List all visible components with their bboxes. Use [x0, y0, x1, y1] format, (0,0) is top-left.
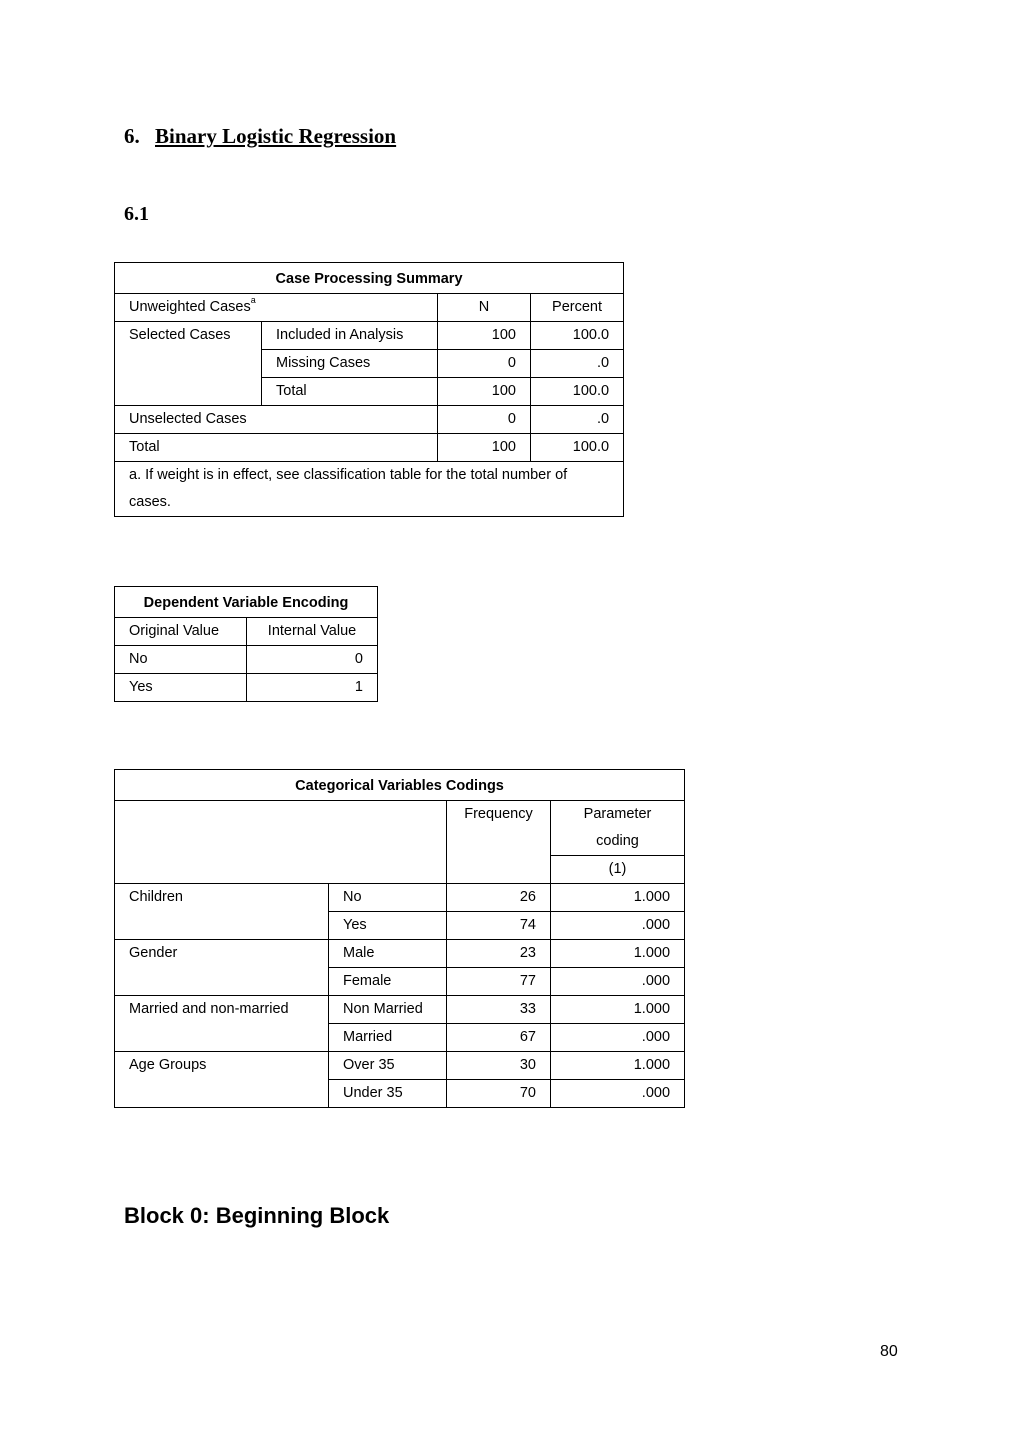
- row-variable-spacer: [115, 1024, 329, 1052]
- cell-frequency: 74: [447, 912, 551, 940]
- table-caption: Dependent Variable Encoding: [115, 587, 378, 618]
- table-row: [115, 940, 685, 968]
- header-frequency-spacer: [447, 856, 551, 884]
- row-label: Total: [262, 378, 438, 406]
- row-variable: Children: [115, 884, 329, 912]
- cell-frequency: 77: [447, 968, 551, 996]
- header-coding: coding: [551, 828, 685, 856]
- table-row: [115, 406, 624, 434]
- row-group-spacer: [115, 378, 262, 406]
- table-row: [115, 378, 624, 406]
- categorical-variables-codings-table: [114, 769, 685, 1108]
- cell-frequency: 67: [447, 1024, 551, 1052]
- table-header-row: [115, 618, 378, 646]
- header-internal-value: Internal Value: [247, 618, 378, 646]
- block-heading: Block 0: Beginning Block: [124, 1203, 390, 1228]
- cell-coding: 1.000: [551, 1052, 685, 1080]
- header-original-value: Original Value: [115, 618, 247, 646]
- table-row: [115, 1080, 685, 1108]
- table-row: [115, 350, 624, 378]
- cell-value: Non Married: [329, 996, 447, 1024]
- cell-percent: 100.0: [531, 434, 624, 462]
- row-group-label: Selected Cases: [115, 322, 262, 350]
- header-coding-index: (1): [551, 856, 685, 884]
- table-caption: Case Processing Summary: [115, 263, 624, 294]
- cell-percent: .0: [531, 406, 624, 434]
- table-row: [115, 884, 685, 912]
- cell-value: Under 35: [329, 1080, 447, 1108]
- cell-n: 100: [438, 434, 531, 462]
- row-group-spacer: [115, 350, 262, 378]
- cell-value: Over 35: [329, 1052, 447, 1080]
- row-variable: Age Groups: [115, 1052, 329, 1080]
- table-row: [115, 968, 685, 996]
- cell-frequency: 26: [447, 884, 551, 912]
- header-frequency: Frequency: [447, 801, 551, 829]
- cell-original: No: [115, 646, 247, 674]
- row-variable-spacer: [115, 912, 329, 940]
- cell-frequency: 33: [447, 996, 551, 1024]
- dependent-variable-encoding-table: [114, 586, 378, 702]
- cell-internal: 0: [247, 646, 378, 674]
- table-header-row: [115, 801, 685, 829]
- cell-frequency: 70: [447, 1080, 551, 1108]
- cell-coding: .000: [551, 968, 685, 996]
- case-processing-summary-table: [114, 262, 624, 517]
- cell-percent: 100.0: [531, 322, 624, 350]
- table-row: [115, 674, 378, 702]
- row-variable-spacer: [115, 1080, 329, 1108]
- cell-coding: .000: [551, 1080, 685, 1108]
- cell-value: Yes: [329, 912, 447, 940]
- cell-original: Yes: [115, 674, 247, 702]
- table-row: [115, 912, 685, 940]
- table-header-row: [115, 294, 624, 322]
- table-footnote: a. If weight is in effect, see classification table for the total number of cases.: [115, 462, 624, 517]
- cell-value: Male: [329, 940, 447, 968]
- cell-value: Female: [329, 968, 447, 996]
- table-row: [115, 1024, 685, 1052]
- cell-coding: 1.000: [551, 940, 685, 968]
- cell-frequency: 23: [447, 940, 551, 968]
- row-label: Unselected Cases: [115, 406, 438, 434]
- row-variable-spacer: [115, 968, 329, 996]
- header-unweighted-cases: Unweighted Cases$^a$: [115, 294, 438, 322]
- cell-coding: .000: [551, 912, 685, 940]
- section-title: Binary Logistic Regression: [155, 124, 397, 148]
- cell-frequency: 30: [447, 1052, 551, 1080]
- header-percent: Percent: [531, 294, 624, 322]
- table-row: [115, 646, 378, 674]
- table-row: [115, 434, 624, 462]
- cell-n: 100: [438, 322, 531, 350]
- section-heading: [124, 124, 396, 149]
- row-label: Missing Cases: [262, 350, 438, 378]
- table-caption: Categorical Variables Codings: [115, 770, 685, 801]
- cell-value: Married: [329, 1024, 447, 1052]
- cell-value: No: [329, 884, 447, 912]
- row-variable: Gender: [115, 940, 329, 968]
- subsection-heading: 6.1: [124, 203, 149, 225]
- header-frequency-spacer: [447, 828, 551, 856]
- cell-n: 0: [438, 406, 531, 434]
- header-empty: [115, 801, 447, 884]
- row-label: Total: [115, 434, 438, 462]
- table-row: [115, 322, 624, 350]
- cell-percent: 100.0: [531, 378, 624, 406]
- cell-coding: 1.000: [551, 884, 685, 912]
- cell-n: 0: [438, 350, 531, 378]
- cell-coding: 1.000: [551, 996, 685, 1024]
- header-parameter: Parameter: [551, 801, 685, 829]
- cell-percent: .0: [531, 350, 624, 378]
- cell-n: 100: [438, 378, 531, 406]
- cell-internal: 1: [247, 674, 378, 702]
- row-label: Included in Analysis: [262, 322, 438, 350]
- section-number: 6.: [124, 124, 140, 148]
- page-number: 80: [880, 1343, 898, 1360]
- table-row: [115, 996, 685, 1024]
- table-row: [115, 1052, 685, 1080]
- row-variable: Married and non-married: [115, 996, 329, 1024]
- header-n: N: [438, 294, 531, 322]
- cell-coding: .000: [551, 1024, 685, 1052]
